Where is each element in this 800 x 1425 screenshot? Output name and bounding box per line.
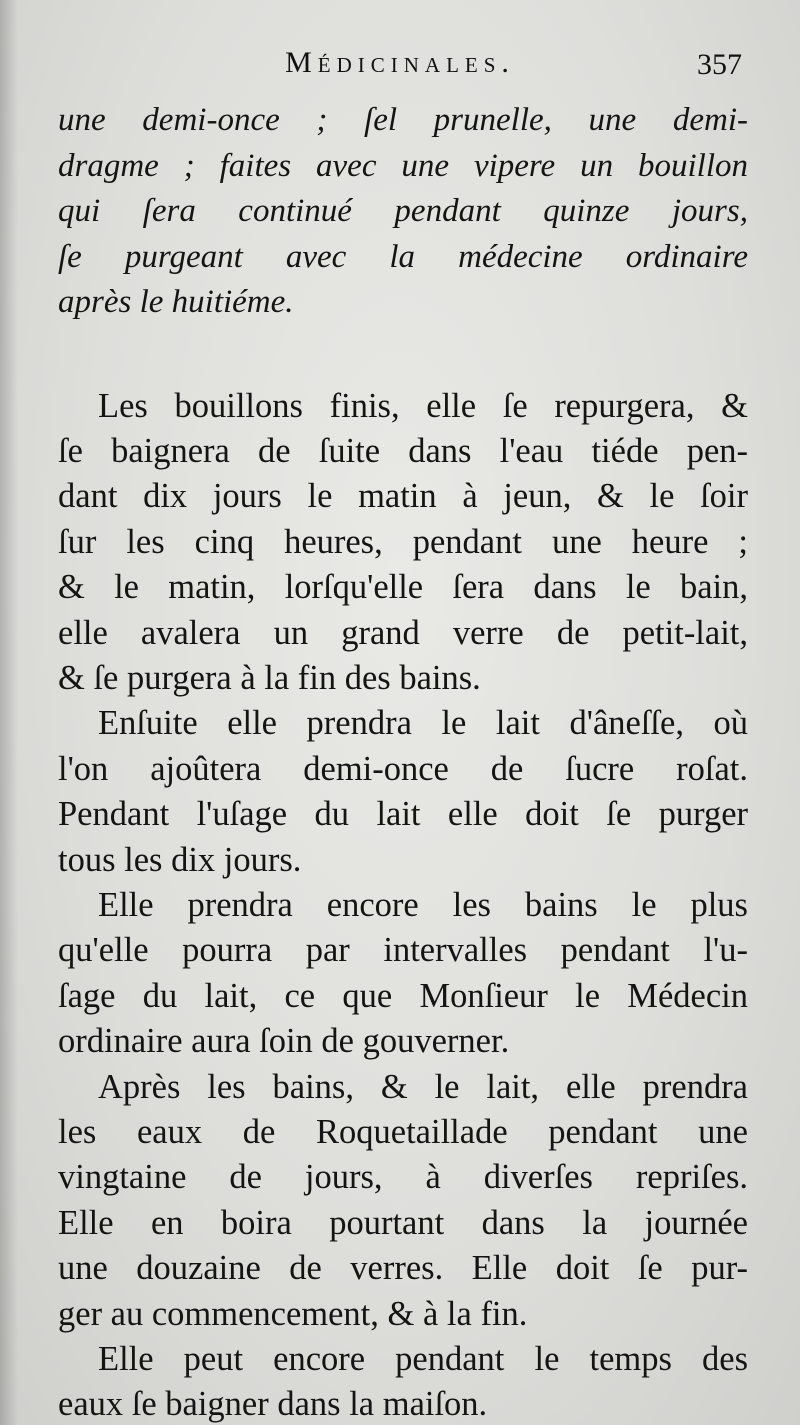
text-line: & le matin, lorſqu'elle ſera dans le bain, — [58, 568, 748, 607]
page-header — [0, 46, 800, 90]
page-number: 357 — [697, 48, 742, 81]
paragraph-baigner-maison — [58, 1337, 748, 1425]
text-line: Les bouillons finis, elle ſe repurgera, & — [98, 386, 748, 425]
text-line: ſe baignera de ſuite dans l'eau tiéde pen- — [58, 431, 748, 470]
text-line: ger au commencement, & à la fin. — [58, 1294, 528, 1333]
paragraph-gap — [58, 326, 748, 384]
body-text — [58, 98, 748, 1425]
text-line: Pendant l'uſage du lait elle doit ſe purger — [58, 795, 748, 834]
text-line: & ſe purgera à la fin des bains. — [58, 658, 481, 697]
paragraph-bouillons — [58, 384, 748, 702]
text-line: dant dix jours le matin à jeun, & le ſoir — [58, 477, 748, 516]
text-line: après le huitiéme. — [58, 284, 294, 320]
text-line: eaux ſe baigner dans la maiſon. — [58, 1385, 488, 1424]
text-line: qu'elle pourra par intervalles pendant l'u- — [58, 931, 748, 970]
text-line: l'on ajoûtera demi-once de ſucre roſat. — [58, 749, 748, 788]
text-line: Après les bains, & le lait, elle prendra — [98, 1067, 748, 1106]
text-line: tous les dix jours. — [58, 840, 302, 879]
text-line: une demi-once ; ſel prunelle, une demi- — [58, 102, 748, 138]
text-line: ſage du lait, ce que Monſieur le Médecin — [58, 976, 748, 1015]
text-line: vingtaine de jours, à diverſes repriſes. — [58, 1158, 748, 1197]
text-line: Elle en boira pourtant dans la journée — [58, 1203, 748, 1242]
paragraph-bains-intervalles — [58, 883, 748, 1065]
paragraph-lait-anesse — [58, 701, 748, 883]
text-line: ſe purgeant avec la médecine ordinaire — [58, 238, 748, 275]
text-line: une douzaine de verres. Elle doit ſe pur- — [58, 1249, 748, 1288]
text-line: Elle peut encore pendant le temps des — [98, 1340, 748, 1379]
text-line: qui ſera continué pendant quinze jours, — [58, 193, 748, 229]
text-line: elle avalera un grand verre de petit-lait, — [58, 613, 748, 652]
text-line: Elle prendra encore les bains le plus — [98, 885, 748, 924]
paragraph-roquetaillade — [58, 1065, 748, 1337]
running-title: Médicinales. — [285, 46, 515, 79]
text-line: dragme ; faites avec une vipere un bouillon — [58, 147, 748, 184]
text-line: Enſuite elle prendra le lait d'âneſſe, où — [98, 704, 748, 743]
text-line: les eaux de Roquetaillade pendant une — [58, 1113, 748, 1151]
text-line: ſur les cinq heures, pendant une heure ; — [58, 522, 748, 561]
paragraph-recipe-continuation — [58, 98, 748, 326]
page-edge-shadow — [0, 0, 18, 1425]
text-line: ordinaire aura ſoin de gouverner. — [58, 1022, 510, 1061]
